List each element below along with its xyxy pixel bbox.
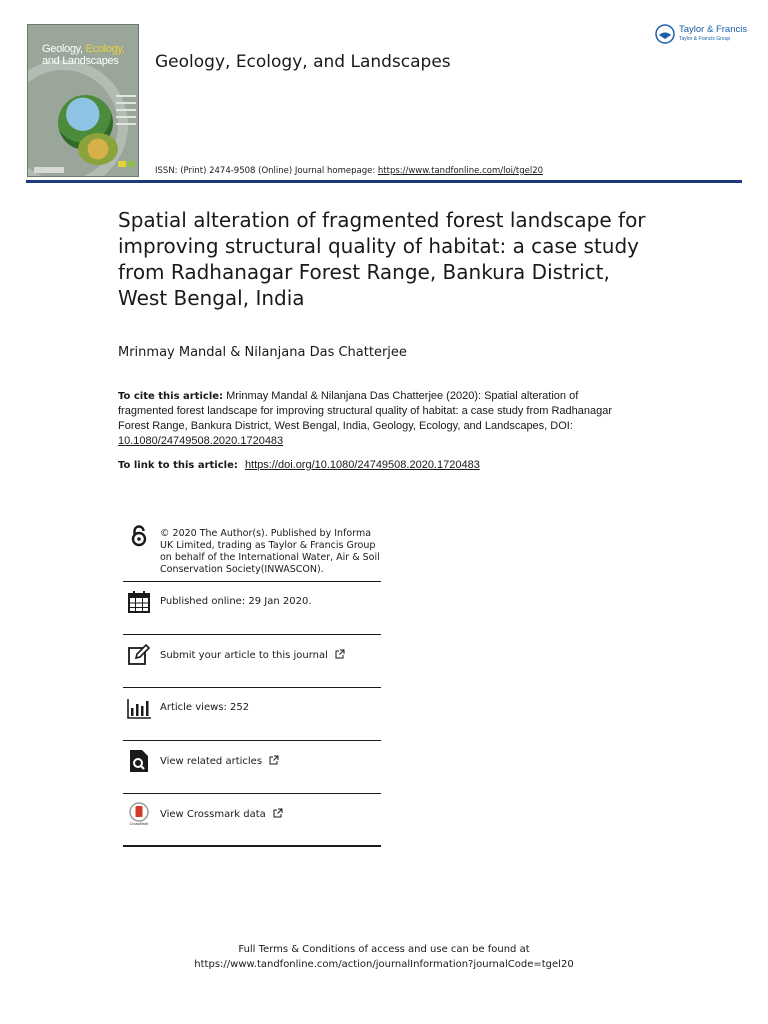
related-row[interactable] — [123, 741, 381, 794]
publisher-name: Taylor & Francis — [679, 24, 748, 35]
article-views-text: Article views: 252 — [160, 702, 250, 713]
issn-text: ISSN: (Print) 2474-9508 (Online) Journal homepage: — [155, 166, 378, 176]
license-text: © 2020 The Author(s). Published by Informa UK Limited, trading as Taylor & Francis Group on behalf of the International Water, Air & Soil Conservation Society(INWASCON). — [160, 528, 380, 575]
terms-url[interactable]: https://www.tandfonline.com/action/journalInformation?journalCode=tgel20 — [194, 959, 574, 970]
published-text: Published online: 29 Jan 2020. — [160, 596, 312, 607]
doi-link[interactable]: 10.1080/24749508.2020.1720483 — [118, 435, 284, 447]
journal-name: Geology, Ecology, and Landscapes — [155, 52, 451, 72]
publisher-tagline: Taylor & Francis Group — [679, 36, 731, 42]
cover-photo-secondary — [78, 133, 118, 165]
issn-line — [155, 166, 543, 176]
publisher-logo-icon — [655, 24, 675, 44]
document-search-icon — [127, 749, 151, 773]
journal-homepage-link[interactable]: https://www.tandfonline.com/loi/tgel20 — [377, 166, 544, 176]
open-access-icon — [127, 524, 151, 548]
submit-row[interactable] — [123, 635, 381, 688]
cite-label: To cite this article: — [118, 391, 224, 402]
cover-publisher-logo — [34, 167, 64, 173]
external-link-icon — [335, 649, 345, 659]
published-row — [123, 582, 381, 635]
crossmark-icon — [127, 802, 151, 826]
license-row — [123, 521, 381, 582]
submit-article-link[interactable]: Submit your article to this journal — [160, 649, 345, 662]
cover-title: Geology, Ecology, and Landscapes — [42, 43, 125, 67]
cover-text-lines — [116, 95, 136, 130]
publisher-logo[interactable] — [655, 22, 750, 46]
link-label: To link to this article: — [118, 460, 238, 471]
citation-block — [118, 389, 618, 449]
crossmark-row[interactable] — [123, 794, 381, 847]
views-row — [123, 688, 381, 741]
article-authors: Mrinmay Mandal & Nilanjana Das Chatterjee — [118, 345, 407, 360]
edit-icon — [127, 643, 151, 667]
bar-chart-icon — [127, 696, 151, 720]
view-crossmark-link[interactable]: View Crossmark data — [160, 808, 283, 821]
article-link-line — [118, 459, 480, 471]
external-link-icon — [273, 808, 283, 818]
article-doi-url-link[interactable]: https://doi.org/10.1080/24749508.2020.1720483 — [244, 459, 480, 471]
crossmark-logo-text: CrossMark — [129, 822, 149, 826]
terms-text: Full Terms & Conditions of access and use can be found at — [238, 944, 530, 955]
article-info-box — [123, 521, 381, 847]
terms-footer — [0, 942, 768, 972]
external-link-icon — [269, 755, 279, 765]
cite-text: Mrinmay Mandal & Nilanjana Das Chatterjee (2020): Spatial alteration of fragmented forest landscape for improving structural quality of habitat: a case study from Radhanagar Forest Range, Bankura District, West Bengal, India, Geology, Ecology, and Landscapes, DOI: — [118, 390, 613, 432]
header-rule — [26, 180, 742, 183]
calendar-icon — [127, 590, 151, 614]
view-related-articles-link[interactable]: View related articles — [160, 755, 279, 768]
article-title: Spatial alteration of fragmented forest landscape for improving structural quality of habitat: a case study from Radhanagar Forest Range, Bankura District, West Bengal, India — [118, 208, 646, 310]
cover-tiles — [118, 153, 136, 167]
journal-cover-image — [27, 24, 139, 177]
